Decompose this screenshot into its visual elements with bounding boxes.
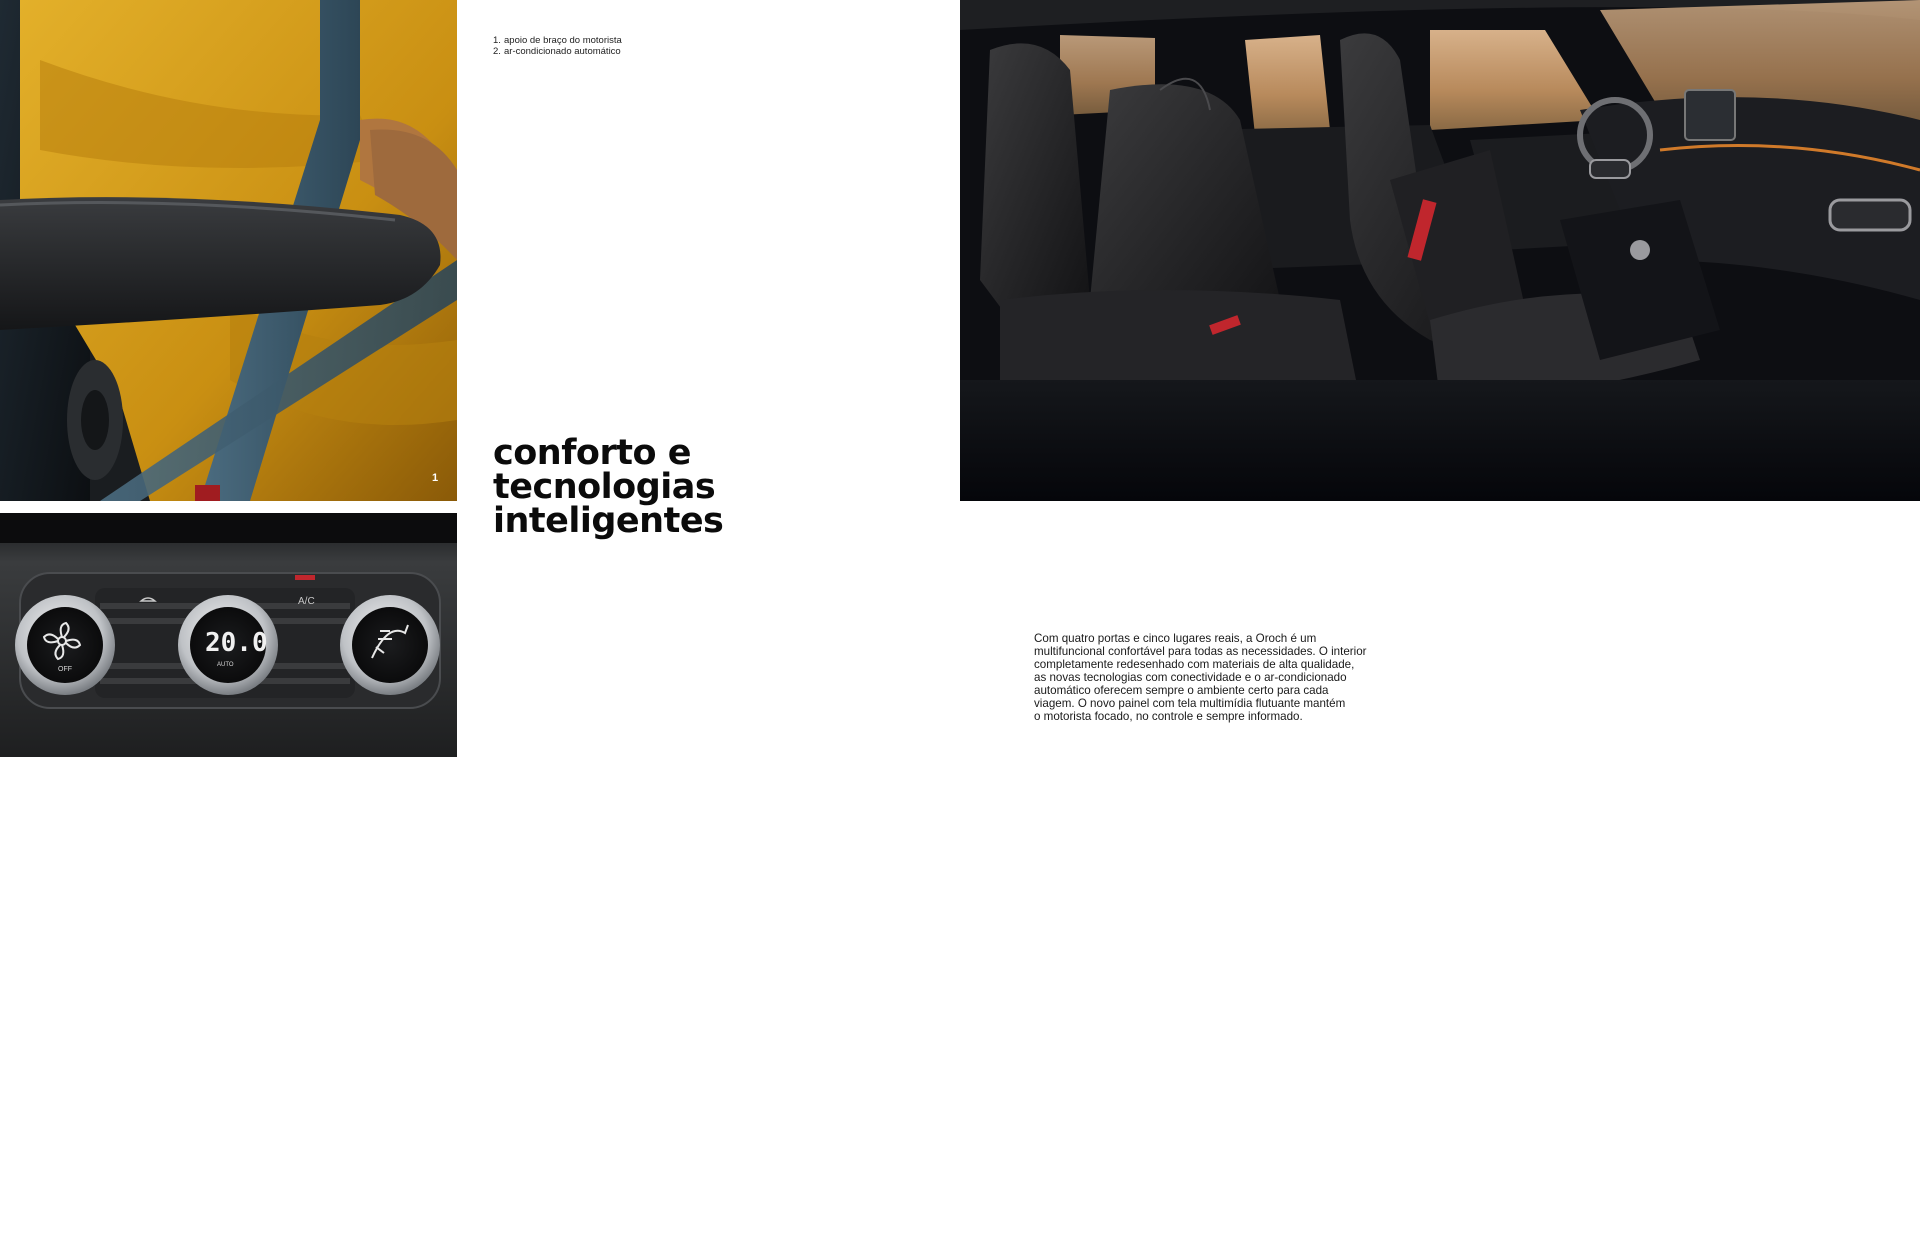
photo-vehicle-interior (960, 0, 1920, 501)
page-headline (493, 433, 923, 541)
body-line: Com quatro portas e cinco lugares reais, a Oroch é um (1034, 632, 1317, 645)
body-line: automático oferecem sempre o ambiente certo para cada (1034, 684, 1329, 697)
temperature-display: 20.0 (205, 628, 268, 658)
photo-number-2: 2 (430, 1223, 437, 1235)
body-line: viagem. O novo painel com tela multimídia flutuante mantém (1034, 697, 1346, 710)
body-line: multifuncional confortável para todas as necessidades. O interior (1034, 645, 1367, 658)
body-line: completamente redesenhado com materiais de alta qualidade, (1034, 658, 1355, 671)
armrest-illustration (0, 0, 457, 501)
caption-text-2: ar-condicionado automático (504, 46, 621, 57)
off-label: OFF (58, 666, 72, 673)
body-line: as novas tecnologias com conectividade e o ar-condicionado (1034, 671, 1347, 684)
caption-text-1: apoio de braço do motorista (504, 35, 622, 46)
ac-label: A/C (298, 596, 315, 607)
body-line: o motorista focado, no controle e sempre informado. (1034, 710, 1303, 723)
auto-label: AUTO (217, 662, 234, 668)
photo-caption-list (493, 35, 622, 57)
photo-climate-control (0, 513, 457, 1235)
headline-line-2: inteligentes (493, 501, 724, 541)
climate-illustration (0, 513, 457, 757)
headline-line-1: conforto e tecnologias (493, 433, 716, 507)
caption-item-1: 1. apoio de braço do motorista (493, 35, 622, 46)
body-paragraph (1034, 632, 1424, 723)
interior-illustration (960, 0, 1920, 501)
photo-driver-armrest (0, 0, 457, 501)
caption-item-2: 2. ar-condicionado automático (493, 46, 621, 57)
photo-number-1: 1 (432, 472, 439, 484)
